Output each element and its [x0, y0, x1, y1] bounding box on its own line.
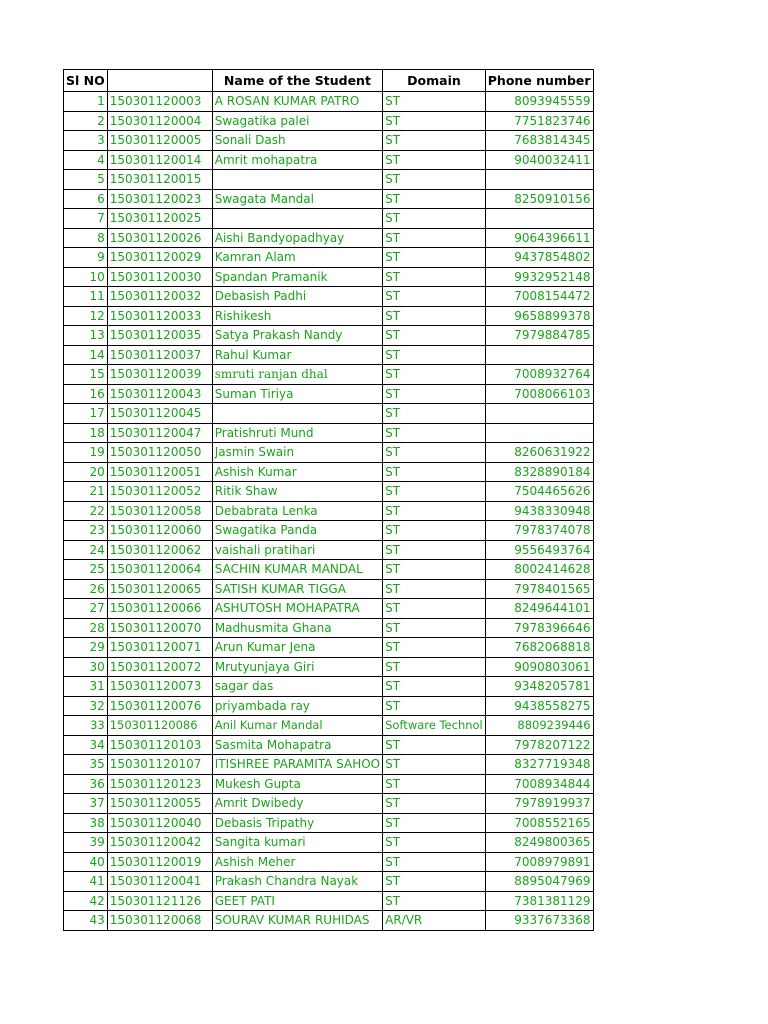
row-roll-number: 150301120019 [107, 852, 212, 872]
row-sl-no: 26 [64, 579, 108, 599]
row-domain: ST [383, 696, 486, 716]
row-roll-number: 150301120064 [107, 560, 212, 580]
row-sl-no: 20 [64, 462, 108, 482]
row-roll-number: 150301120041 [107, 872, 212, 892]
row-student-name: Madhusmita Ghana [212, 618, 382, 638]
table-row [64, 833, 594, 853]
row-roll-number: 150301120042 [107, 833, 212, 853]
row-phone-number: 7381381129 [485, 891, 593, 911]
table-row [64, 209, 594, 229]
table-row [64, 521, 594, 541]
row-phone-number: 9932952148 [485, 267, 593, 287]
table-row [64, 482, 594, 502]
row-sl-no: 27 [64, 599, 108, 619]
row-student-name: Suman Tiriya [212, 384, 382, 404]
row-roll-number: 150301121126 [107, 891, 212, 911]
row-domain: ST [383, 326, 486, 346]
table-row [64, 365, 594, 385]
row-student-name: Arun Kumar Jena [212, 638, 382, 658]
table-row [64, 560, 594, 580]
row-roll-number: 150301120073 [107, 677, 212, 697]
row-roll-number: 150301120030 [107, 267, 212, 287]
table-row [64, 248, 594, 268]
row-student-name: Amrit mohapatra [212, 150, 382, 170]
row-phone-number [485, 170, 593, 190]
header-phone-number: Phone number [485, 70, 593, 92]
row-roll-number: 150301120070 [107, 618, 212, 638]
row-phone-number: 8249800365 [485, 833, 593, 853]
row-phone-number: 7504465626 [485, 482, 593, 502]
row-sl-no: 9 [64, 248, 108, 268]
row-phone-number [485, 209, 593, 229]
row-roll-number: 150301120029 [107, 248, 212, 268]
row-roll-number: 150301120047 [107, 423, 212, 443]
row-student-name: Debasish Padhi [212, 287, 382, 307]
row-sl-no: 13 [64, 326, 108, 346]
row-phone-number: 7683814345 [485, 131, 593, 151]
row-sl-no: 8 [64, 228, 108, 248]
row-student-name: Debabrata Lenka [212, 501, 382, 521]
row-roll-number: 150301120065 [107, 579, 212, 599]
row-domain: ST [383, 852, 486, 872]
row-phone-number: 9040032411 [485, 150, 593, 170]
row-roll-number: 150301120005 [107, 131, 212, 151]
row-domain: ST [383, 794, 486, 814]
row-phone-number: 9064396611 [485, 228, 593, 248]
row-domain: ST [383, 150, 486, 170]
row-roll-number: 150301120051 [107, 462, 212, 482]
row-domain: ST [383, 521, 486, 541]
row-phone-number: 7978401565 [485, 579, 593, 599]
table-row [64, 111, 594, 131]
row-domain: ST [383, 638, 486, 658]
row-student-name: Satya Prakash Nandy [212, 326, 382, 346]
row-student-name: sagar das [212, 677, 382, 697]
table-row [64, 852, 594, 872]
row-domain: Software Technol [383, 716, 486, 736]
row-student-name: Rishikesh [212, 306, 382, 326]
row-domain: ST [383, 735, 486, 755]
row-student-name [212, 170, 382, 190]
header-domain: Domain [383, 70, 486, 92]
table-row [64, 443, 594, 463]
row-phone-number: 8327719348 [485, 755, 593, 775]
row-sl-no: 21 [64, 482, 108, 502]
row-phone-number: 8249644101 [485, 599, 593, 619]
row-domain: AR/VR [383, 911, 486, 931]
row-phone-number: 9337673368 [485, 911, 593, 931]
table-row [64, 267, 594, 287]
row-domain: ST [383, 267, 486, 287]
table-row [64, 911, 594, 931]
row-phone-number: 9090803061 [485, 657, 593, 677]
table-row [64, 170, 594, 190]
row-sl-no: 2 [64, 111, 108, 131]
row-student-name: Ritik Shaw [212, 482, 382, 502]
row-domain: ST [383, 599, 486, 619]
row-student-name: Jasmin Swain [212, 443, 382, 463]
row-phone-number: 9437854802 [485, 248, 593, 268]
table-row [64, 735, 594, 755]
row-phone-number: 7008154472 [485, 287, 593, 307]
row-phone-number [485, 345, 593, 365]
row-roll-number: 150301120050 [107, 443, 212, 463]
row-roll-number: 150301120035 [107, 326, 212, 346]
table-row [64, 384, 594, 404]
row-sl-no: 34 [64, 735, 108, 755]
header-roll-number [107, 70, 212, 92]
row-sl-no: 10 [64, 267, 108, 287]
table-row [64, 755, 594, 775]
table-row [64, 92, 594, 112]
row-phone-number [485, 404, 593, 424]
row-student-name: smruti ranjan dhal [212, 365, 382, 385]
table-row [64, 287, 594, 307]
row-sl-no: 17 [64, 404, 108, 424]
row-domain: ST [383, 482, 486, 502]
row-domain: ST [383, 872, 486, 892]
table-row [64, 501, 594, 521]
row-sl-no: 15 [64, 365, 108, 385]
row-roll-number: 150301120004 [107, 111, 212, 131]
row-roll-number: 150301120062 [107, 540, 212, 560]
row-domain: ST [383, 813, 486, 833]
row-sl-no: 36 [64, 774, 108, 794]
row-roll-number: 150301120066 [107, 599, 212, 619]
row-sl-no: 19 [64, 443, 108, 463]
row-sl-no: 37 [64, 794, 108, 814]
row-roll-number: 150301120045 [107, 404, 212, 424]
row-student-name: Swagatika palei [212, 111, 382, 131]
row-student-name: A ROSAN KUMAR PATRO [212, 92, 382, 112]
row-phone-number: 7008552165 [485, 813, 593, 833]
row-sl-no: 40 [64, 852, 108, 872]
header-student-name: Name of the Student [212, 70, 382, 92]
row-student-name: SATISH KUMAR TIGGA [212, 579, 382, 599]
table-row [64, 404, 594, 424]
row-student-name: SOURAV KUMAR RUHIDAS [212, 911, 382, 931]
table-row [64, 599, 594, 619]
table-row [64, 462, 594, 482]
row-student-name: SACHIN KUMAR MANDAL [212, 560, 382, 580]
header-sl-no: Sl NO [64, 70, 108, 92]
row-sl-no: 25 [64, 560, 108, 580]
row-student-name: Kamran Alam [212, 248, 382, 268]
row-sl-no: 16 [64, 384, 108, 404]
row-sl-no: 5 [64, 170, 108, 190]
row-phone-number: 7979884785 [485, 326, 593, 346]
row-roll-number: 150301120040 [107, 813, 212, 833]
row-phone-number: 7751823746 [485, 111, 593, 131]
row-phone-number: 7008934844 [485, 774, 593, 794]
row-student-name: ASHUTOSH MOHAPATRA [212, 599, 382, 619]
row-sl-no: 35 [64, 755, 108, 775]
row-roll-number: 150301120039 [107, 365, 212, 385]
row-phone-number: 8328890184 [485, 462, 593, 482]
row-domain: ST [383, 579, 486, 599]
row-student-name [212, 404, 382, 424]
row-student-name: Swagatika Panda [212, 521, 382, 541]
row-domain: ST [383, 657, 486, 677]
row-phone-number: 7008932764 [485, 365, 593, 385]
row-sl-no: 38 [64, 813, 108, 833]
row-roll-number: 150301120003 [107, 92, 212, 112]
row-sl-no: 4 [64, 150, 108, 170]
row-domain: ST [383, 384, 486, 404]
table-row [64, 794, 594, 814]
row-sl-no: 28 [64, 618, 108, 638]
row-student-name [212, 209, 382, 229]
row-domain: ST [383, 891, 486, 911]
row-domain: ST [383, 462, 486, 482]
table-row [64, 677, 594, 697]
row-domain: ST [383, 92, 486, 112]
row-student-name: Mukesh Gupta [212, 774, 382, 794]
row-student-name: Spandan Pramanik [212, 267, 382, 287]
row-phone-number: 7978919937 [485, 794, 593, 814]
row-domain: ST [383, 618, 486, 638]
header-row [64, 70, 594, 92]
row-sl-no: 14 [64, 345, 108, 365]
row-student-name: Amrit Dwibedy [212, 794, 382, 814]
row-roll-number: 150301120076 [107, 696, 212, 716]
row-sl-no: 23 [64, 521, 108, 541]
row-phone-number: 7978207122 [485, 735, 593, 755]
table-row [64, 872, 594, 892]
row-domain: ST [383, 833, 486, 853]
row-sl-no: 42 [64, 891, 108, 911]
row-domain: ST [383, 306, 486, 326]
row-student-name: Prakash Chandra Nayak [212, 872, 382, 892]
row-roll-number: 150301120052 [107, 482, 212, 502]
row-phone-number [485, 423, 593, 443]
row-roll-number: 150301120086 [107, 716, 212, 736]
row-domain: ST [383, 677, 486, 697]
row-student-name: Sangita kumari [212, 833, 382, 853]
row-roll-number: 150301120058 [107, 501, 212, 521]
row-domain: ST [383, 365, 486, 385]
table-row [64, 540, 594, 560]
row-roll-number: 150301120026 [107, 228, 212, 248]
row-phone-number: 7978374078 [485, 521, 593, 541]
table-row [64, 774, 594, 794]
row-domain: ST [383, 774, 486, 794]
table-row [64, 150, 594, 170]
row-phone-number: 7008066103 [485, 384, 593, 404]
row-domain: ST [383, 540, 486, 560]
table-row [64, 813, 594, 833]
row-domain: ST [383, 404, 486, 424]
table-row [64, 657, 594, 677]
table-row [64, 423, 594, 443]
row-sl-no: 12 [64, 306, 108, 326]
row-phone-number: 8002414628 [485, 560, 593, 580]
row-domain: ST [383, 345, 486, 365]
table-body [64, 92, 594, 931]
table-row [64, 326, 594, 346]
row-student-name: Sasmita Mohapatra [212, 735, 382, 755]
row-student-name: Mrutyunjaya Giri [212, 657, 382, 677]
row-sl-no: 11 [64, 287, 108, 307]
row-roll-number: 150301120068 [107, 911, 212, 931]
table-row [64, 189, 594, 209]
row-student-name: Ashish Meher [212, 852, 382, 872]
row-roll-number: 150301120055 [107, 794, 212, 814]
table-row [64, 345, 594, 365]
row-domain: ST [383, 423, 486, 443]
row-sl-no: 30 [64, 657, 108, 677]
row-phone-number: 7008979891 [485, 852, 593, 872]
row-domain: ST [383, 111, 486, 131]
row-student-name: Debasis Tripathy [212, 813, 382, 833]
table-row [64, 638, 594, 658]
table-row [64, 131, 594, 151]
row-sl-no: 1 [64, 92, 108, 112]
row-roll-number: 150301120103 [107, 735, 212, 755]
row-phone-number: 8250910156 [485, 189, 593, 209]
row-student-name: Ashish Kumar [212, 462, 382, 482]
row-student-name: GEET PATI [212, 891, 382, 911]
row-sl-no: 29 [64, 638, 108, 658]
row-phone-number: 9348205781 [485, 677, 593, 697]
row-sl-no: 31 [64, 677, 108, 697]
student-table [63, 69, 594, 931]
row-phone-number: 8260631922 [485, 443, 593, 463]
row-roll-number: 150301120072 [107, 657, 212, 677]
table-row [64, 618, 594, 638]
row-phone-number: 9438558275 [485, 696, 593, 716]
row-phone-number: 7978396646 [485, 618, 593, 638]
row-phone-number: 7682068818 [485, 638, 593, 658]
row-sl-no: 22 [64, 501, 108, 521]
row-roll-number: 150301120023 [107, 189, 212, 209]
row-roll-number: 150301120043 [107, 384, 212, 404]
row-domain: ST [383, 443, 486, 463]
row-roll-number: 150301120107 [107, 755, 212, 775]
row-student-name: priyambada ray [212, 696, 382, 716]
row-domain: ST [383, 170, 486, 190]
row-student-name: vaishali pratihari [212, 540, 382, 560]
row-roll-number: 150301120037 [107, 345, 212, 365]
row-sl-no: 41 [64, 872, 108, 892]
row-roll-number: 150301120014 [107, 150, 212, 170]
row-student-name: Swagata Mandal [212, 189, 382, 209]
row-sl-no: 32 [64, 696, 108, 716]
table-row [64, 696, 594, 716]
row-roll-number: 150301120032 [107, 287, 212, 307]
row-sl-no: 39 [64, 833, 108, 853]
row-sl-no: 24 [64, 540, 108, 560]
row-phone-number: 9658899378 [485, 306, 593, 326]
row-sl-no: 6 [64, 189, 108, 209]
row-domain: ST [383, 189, 486, 209]
row-domain: ST [383, 501, 486, 521]
row-roll-number: 150301120123 [107, 774, 212, 794]
row-roll-number: 150301120071 [107, 638, 212, 658]
table-row [64, 579, 594, 599]
row-student-name: Anil Kumar Mandal [212, 716, 382, 736]
row-student-name: Rahul Kumar [212, 345, 382, 365]
row-roll-number: 150301120025 [107, 209, 212, 229]
row-phone-number: 9438330948 [485, 501, 593, 521]
row-roll-number: 150301120033 [107, 306, 212, 326]
row-roll-number: 150301120015 [107, 170, 212, 190]
row-student-name: Aishi Bandyopadhyay [212, 228, 382, 248]
row-sl-no: 33 [64, 716, 108, 736]
row-sl-no: 43 [64, 911, 108, 931]
row-sl-no: 18 [64, 423, 108, 443]
row-phone-number: 9556493764 [485, 540, 593, 560]
table-row [64, 716, 594, 736]
row-domain: ST [383, 755, 486, 775]
row-phone-number: 8809239446 [485, 716, 593, 736]
table-row [64, 306, 594, 326]
row-phone-number: 8093945559 [485, 92, 593, 112]
row-domain: ST [383, 131, 486, 151]
row-domain: ST [383, 560, 486, 580]
row-student-name: ITISHREE PARAMITA SAHOO [212, 755, 382, 775]
row-sl-no: 3 [64, 131, 108, 151]
row-phone-number: 8895047969 [485, 872, 593, 892]
row-domain: ST [383, 228, 486, 248]
row-student-name: Pratishruti Mund [212, 423, 382, 443]
row-domain: ST [383, 248, 486, 268]
row-student-name: Sonali Dash [212, 131, 382, 151]
row-sl-no: 7 [64, 209, 108, 229]
table-row [64, 891, 594, 911]
row-domain: ST [383, 209, 486, 229]
row-roll-number: 150301120060 [107, 521, 212, 541]
table-row [64, 228, 594, 248]
row-domain: ST [383, 287, 486, 307]
